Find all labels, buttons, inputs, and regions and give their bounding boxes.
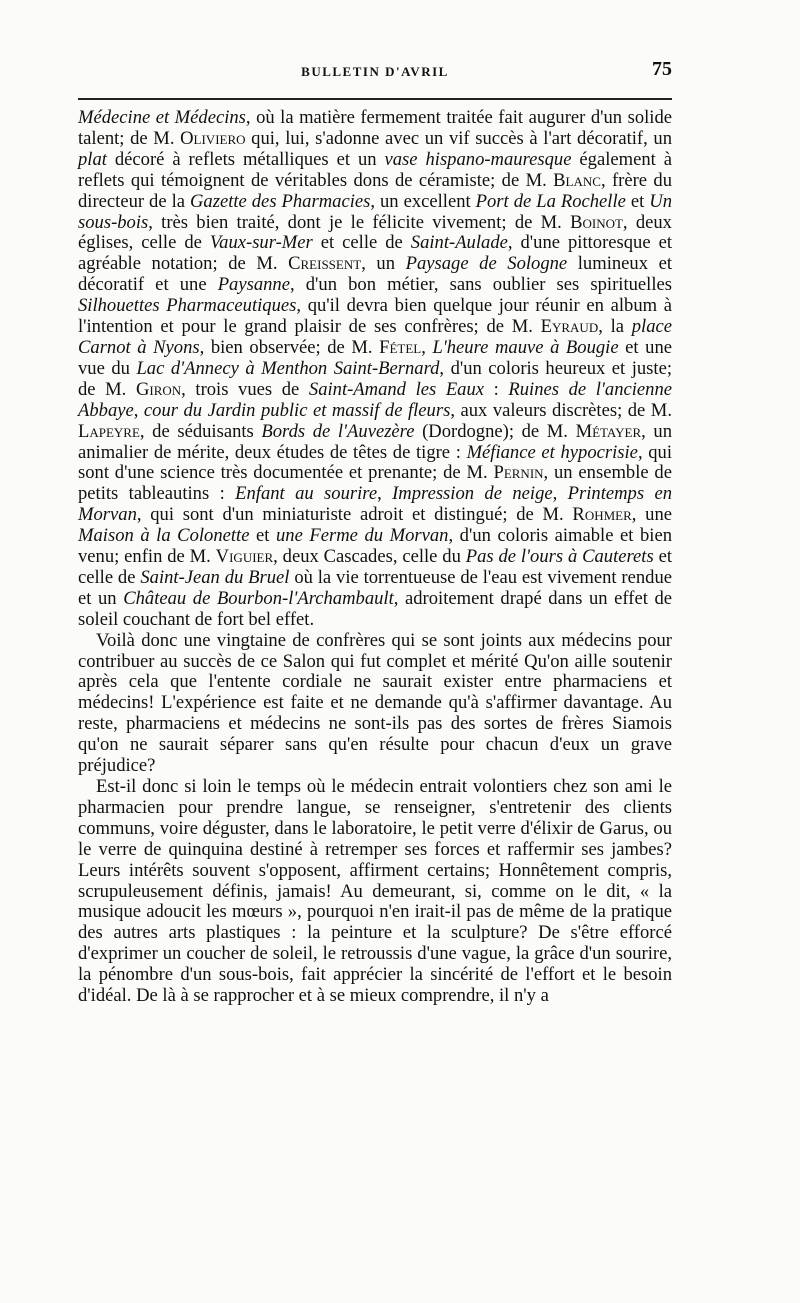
artwork-title: Lac d'Annecy à Menthon Saint-Bernard <box>136 357 440 379</box>
text-span: , un animalier de mérite, deux études de têtes de tigre : <box>78 420 672 463</box>
artist-name: Rohmer <box>572 504 632 526</box>
artwork-title: Enfant au sourire <box>235 483 378 505</box>
text-span: qui, lui, s'adonne avec un vif succès à l'art décoratif, un <box>245 127 672 149</box>
text-span: , un excellent <box>370 190 476 212</box>
text-span: , un <box>361 253 406 275</box>
artist-name: Fétel <box>379 336 422 358</box>
text-span: , trois vues de <box>181 378 309 400</box>
artwork-title: place Carnot à Nyons <box>78 316 672 358</box>
artwork-title: Saint-Jean du Bruel <box>140 566 290 588</box>
text-span: , <box>421 336 433 358</box>
artwork-title: Vaux-sur-Mer <box>209 232 313 254</box>
text-span: , deux églises, celle de <box>78 211 672 254</box>
header-rule <box>78 98 672 100</box>
text-span: , la <box>598 316 632 338</box>
text-span: , un ensemble de petits tableautins : <box>78 462 672 505</box>
artwork-title: Saint-Aulade <box>410 232 508 254</box>
text-span: , d'un coloris heureux et juste; de M. <box>78 357 673 400</box>
body-text <box>78 108 672 1007</box>
artist-name: Blanc <box>553 169 601 191</box>
text-span: , <box>133 399 144 421</box>
artist-name: Boinot <box>570 211 623 233</box>
text-span: (Dordogne); de M. <box>414 420 576 442</box>
text-span: et celle de <box>312 232 411 254</box>
artwork-title: une Ferme du Morvan <box>276 525 449 547</box>
page-number: 75 <box>652 58 672 80</box>
artwork-title: Printemps en Morvan <box>78 483 673 526</box>
text-span: , très bien traité, dont je le félicite vivement; de M. <box>148 211 571 233</box>
text-span: , où la matière fermement traitée fait augurer d'un solide talent; de M. <box>78 107 672 149</box>
artwork-title: Paysanne <box>217 274 290 296</box>
artwork-title: Paysage de Sologne <box>405 253 568 275</box>
artwork-title: Bords de l'Auvezère <box>261 420 415 442</box>
text-span: où la vie torrentueuse de l'eau est vivement rendue et un <box>78 566 673 609</box>
paragraph-1 <box>78 108 672 631</box>
artwork-title: plat <box>78 148 107 170</box>
artist-name: Giron <box>135 378 182 400</box>
text-span: , deux Cascades, celle du <box>273 546 466 568</box>
artwork-title: Silhouettes Pharmaceutiques <box>78 295 297 317</box>
page-header <box>78 58 672 88</box>
text-span: et celle de <box>78 546 672 588</box>
artist-name: Eyraud <box>540 316 599 338</box>
text-span: et une vue du <box>78 336 673 379</box>
artwork-title: L'heure mauve à Bougie <box>432 336 619 358</box>
text-span: décoré à reflets métalliques et un <box>106 148 385 170</box>
text-span: , aux valeurs discrètes; de M. <box>450 399 672 421</box>
artist-name: Oliviero <box>180 127 246 149</box>
paragraph-2: Voilà donc une vingtaine de confrères qui se sont joints aux médecins pour contribuer au succès de ce Salon qui fut complet et mérité Qu'on aille soutenir après cela que l'entente cordiale ne saurait exister entre pharmaciens et médecins! L'expérience est faite et ne demande qu'à s'affirmer davantage. Au reste, pharmaciens et médecins ne sont-ils pas des sortes de frères Siamois qu'on ne saurait séparer sans qu'en résulte pour chacun d'eux un grave préjudice? <box>78 629 672 777</box>
artist-name: Pernin <box>493 462 544 484</box>
text-span: , d'un bon métier, sans oublier ses spirituelles <box>289 274 672 296</box>
artwork-title: Un sous-bois <box>78 190 673 233</box>
text-span: lumineux et décoratif et une <box>78 253 672 296</box>
text-span: : <box>484 378 509 400</box>
text-span: , frère du directeur de la <box>78 169 672 212</box>
text-span: , une <box>631 504 672 526</box>
artwork-title: cour du Jardin public et massif de fleurs <box>143 399 451 421</box>
artwork-title: vase hispano-mauresque <box>384 148 572 170</box>
artist-name: Lapeyre <box>78 420 140 442</box>
text-span: , qu'il devra bien quelque jour réunir en album à l'intention et pour le grand plaisir de ses confrères; de M. <box>78 295 672 338</box>
artist-name: Creissent <box>288 253 362 275</box>
text-span: , bien observée; de M. <box>199 336 380 358</box>
artwork-title: Pas de l'ours à Cauterets <box>465 546 654 568</box>
text-span: et <box>625 190 650 212</box>
paragraph-3: Est-il donc si loin le temps où le médecin entrait volontiers chez son ami le pharmacien pour prendre langue, se renseigner, s'entretenir des clients communs, voire déguster, dans le laboratoire, le petit verre d'élixir de Garus, ou le verre de quinquina destiné à retremper ses forces et raffermir ses jambes? Leurs intérêts souvent s'opposent, affirment certains; Honnêtement compris, scrupuleusement définis, jamais! Au demeurant, si, comme on le dit, « la musique adoucit les mœurs », pourquoi n'en irait-il pas de même de la pratique des autres arts plastiques : la peinture et la sculpture? De s'être efforcé d'exprimer un coucher de soleil, le retroussis d'une vague, la grâce d'un sourire, la pénombre d'un sous-bois, fait apprécier la sincérité de l'effort et le besoin d'idéal. De là à se rapprocher et à se mieux comprendre, il n'y a <box>78 776 672 1007</box>
artwork-title: Château de Bourbon-l'Archambault <box>123 587 394 609</box>
artwork-title: Saint-Amand les Eaux <box>308 378 485 400</box>
text-span: , <box>552 483 568 505</box>
artwork-title: Maison à la Colonette <box>78 525 250 547</box>
text-span: , qui sont d'un miniaturiste adroit et distingué; de M. <box>136 504 573 526</box>
text-span: et <box>249 525 276 547</box>
publication-title: Gazette des Pharmacies <box>189 190 371 212</box>
text-span: , d'une pittoresque et agréable notation; de M. <box>78 232 673 275</box>
running-title: BULLETIN D'AVRIL <box>301 64 449 79</box>
text-span: , qui sont d'une science très documentée et prenante; de M. <box>78 441 673 484</box>
text-span: également à reflets qui témoignent de véritables dons de céramiste; de M. <box>78 148 672 191</box>
text-span: , <box>377 483 393 505</box>
text-span: , de séduisants <box>139 420 262 442</box>
artwork-title: Impression de neige <box>392 483 553 505</box>
text-span: , d'un coloris aimable et bien venu; enfin de M. <box>78 525 672 568</box>
artwork-title: Méfiance et hypocrisie <box>466 441 638 463</box>
artwork-title: Port de La Rochelle <box>475 190 626 212</box>
artwork-title: Ruines de l'ancienne Abbaye <box>78 378 673 421</box>
artist-name: Viguier <box>215 546 274 568</box>
artwork-title: Médecine et Médecins <box>78 107 246 128</box>
artist-name: Métayer <box>575 420 642 442</box>
text-span: , adroitement drapé dans un effet de soleil couchant de fort bel effet. <box>78 587 673 630</box>
